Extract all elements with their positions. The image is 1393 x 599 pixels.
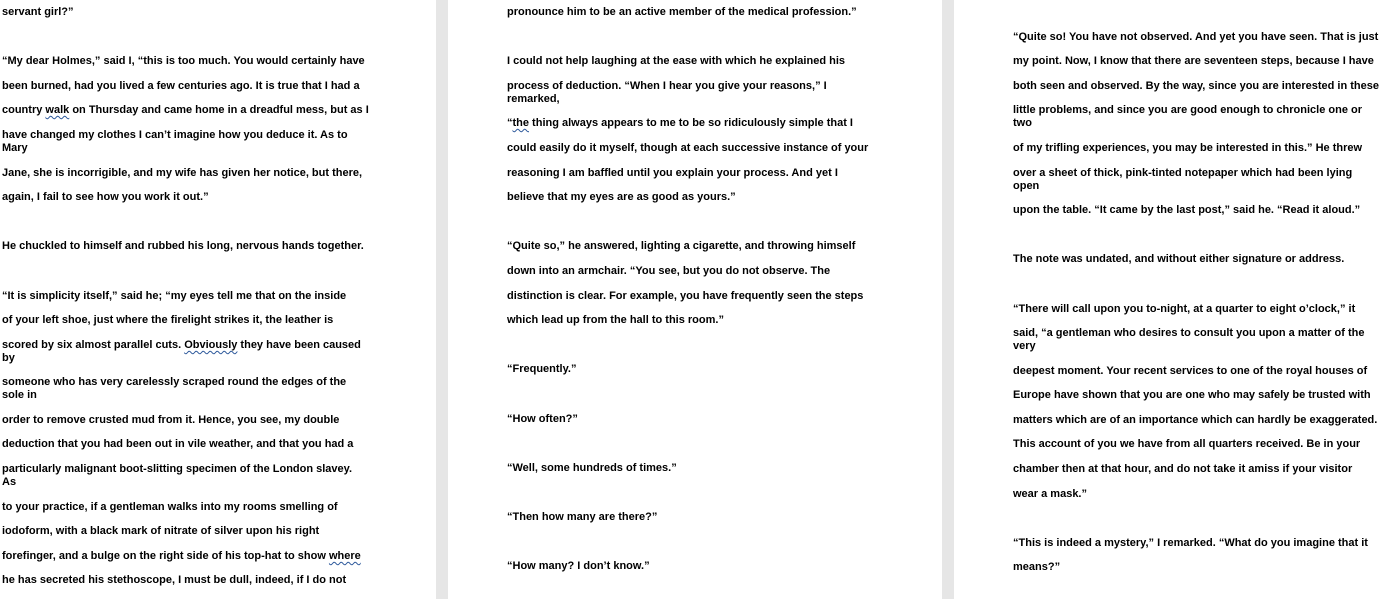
- text-line[interactable]: [0, 501, 436, 514]
- text-line[interactable]: [0, 104, 436, 117]
- text-line[interactable]: [448, 413, 942, 426]
- text-run: remarked,: [507, 93, 560, 105]
- text-run: again, I fail to see how you work it out.”: [2, 191, 209, 203]
- text-run: distinction is clear. For example, you have frequently seen the steps: [507, 290, 864, 302]
- text-run: open: [1013, 180, 1040, 192]
- text-run: scored by six almost parallel cuts.: [2, 339, 185, 351]
- text-line[interactable]: [0, 414, 436, 427]
- text-run: could easily do it myself, though at each successive instance of your: [507, 142, 869, 154]
- text-line[interactable]: [448, 117, 942, 130]
- text-line[interactable]: [0, 389, 436, 402]
- text-line[interactable]: [954, 340, 1393, 353]
- text-line[interactable]: [954, 488, 1393, 501]
- text-run: country: [2, 104, 46, 116]
- text-line[interactable]: [954, 253, 1393, 266]
- text-run: chamber then at that hour, and do not take it amiss if your visitor: [1013, 463, 1353, 475]
- text-run: said, “a gentleman who desires to consult you upon a matter of the: [1013, 327, 1365, 339]
- text-run: been burned, had you lived a few centuries ago. It is true that I had a: [2, 80, 360, 92]
- text-run: thing always appears to me to be so ridiculously simple that I: [529, 117, 853, 129]
- text-line[interactable]: [0, 525, 436, 538]
- text-line[interactable]: [0, 438, 436, 451]
- text-run: by: [2, 352, 15, 364]
- text-run: which lead up from the hall to this room.”: [507, 314, 724, 326]
- text-run: He chuckled to himself and rubbed his long, nervous hands together.: [2, 240, 364, 252]
- text-line[interactable]: [954, 55, 1393, 68]
- text-line[interactable]: [954, 561, 1393, 574]
- text-run: of my trifling experiences, you may be interested in this.” He threw: [1013, 142, 1363, 154]
- text-run: upon the table. “It came by the last post,” said he. “Read it aloud.”: [1013, 204, 1361, 216]
- text-line[interactable]: [954, 80, 1393, 93]
- text-run: he has secreted his stethoscope, I must be dull, indeed, if I do not: [2, 574, 347, 586]
- spelling-flagged-word[interactable]: where: [328, 550, 361, 562]
- text-run: “Frequently.”: [507, 363, 577, 375]
- text-run: wear a mask.”: [1013, 488, 1087, 500]
- text-line[interactable]: [0, 142, 436, 155]
- text-line[interactable]: [448, 240, 942, 253]
- text-line[interactable]: [0, 129, 436, 142]
- document-page-3[interactable]: [954, 0, 1393, 599]
- text-line[interactable]: [0, 167, 436, 180]
- text-line[interactable]: [954, 365, 1393, 378]
- text-line[interactable]: [448, 191, 942, 204]
- text-run: “Quite so,” he answered, lighting a cigarette, and throwing himself: [507, 240, 856, 252]
- text-line[interactable]: [0, 290, 436, 303]
- text-line[interactable]: [954, 327, 1393, 340]
- text-run: “How often?”: [507, 413, 578, 425]
- text-run: iodoform, with a black mark of nitrate of silver upon his right: [2, 525, 320, 537]
- text-line[interactable]: [954, 438, 1393, 451]
- text-line[interactable]: [954, 167, 1393, 180]
- text-run: “Quite so! You have not observed. And yet you have seen. That is just: [1013, 31, 1379, 43]
- text-line[interactable]: [448, 560, 942, 573]
- text-line[interactable]: [0, 240, 436, 253]
- spelling-flagged-word[interactable]: walk: [45, 104, 70, 116]
- text-line[interactable]: [448, 55, 942, 68]
- text-run: to your practice, if a gentleman walks into my rooms smelling of: [2, 501, 338, 513]
- text-line[interactable]: [0, 463, 436, 476]
- text-line[interactable]: [448, 314, 942, 327]
- text-line[interactable]: [448, 363, 942, 376]
- text-run: means?”: [1013, 561, 1061, 573]
- text-run: process of deduction. “When I hear you give your reasons,” I: [507, 80, 827, 92]
- text-line[interactable]: [954, 117, 1393, 130]
- text-run: on Thursday and came home in a dreadful mess, but as I: [69, 104, 369, 116]
- text-run: “Then how many are there?”: [507, 511, 658, 523]
- text-run: over a sheet of thick, pink-tinted notepaper which had been lying: [1013, 167, 1353, 179]
- text-run: Mary: [2, 142, 28, 154]
- text-run: “This is indeed a mystery,” I remarked. “What do you imagine that it: [1013, 537, 1368, 549]
- text-run: of your left shoe, just where the firelight strikes it, the leather is: [2, 314, 334, 326]
- text-line[interactable]: [0, 339, 436, 352]
- text-line[interactable]: [954, 537, 1393, 550]
- text-run: forefinger, and a bulge on the right side of his top-hat to show: [2, 550, 329, 562]
- text-run: both seen and observed. By the way, since you are interested in these: [1013, 80, 1379, 92]
- text-line[interactable]: [0, 55, 436, 68]
- text-line[interactable]: [448, 265, 942, 278]
- text-line[interactable]: [954, 389, 1393, 402]
- text-line[interactable]: [448, 142, 942, 155]
- text-run: particularly malignant boot-slitting specimen of the London slavey.: [2, 463, 353, 475]
- text-line[interactable]: [954, 204, 1393, 217]
- text-run: sole in: [2, 389, 37, 401]
- text-run: my point. Now, I know that there are seventeen steps, because I have: [1013, 55, 1374, 67]
- text-line[interactable]: [0, 574, 436, 587]
- spelling-flagged-word[interactable]: Obviously: [184, 339, 238, 351]
- text-run: order to remove crusted mud from it. Hence, you see, my double: [2, 414, 340, 426]
- text-line[interactable]: [954, 414, 1393, 427]
- text-run: matters which are of an importance which can hardly be exaggerated.: [1013, 414, 1378, 426]
- text-line[interactable]: [954, 31, 1393, 44]
- text-run: I could not help laughing at the ease with which he explained his: [507, 55, 845, 67]
- text-run: little problems, and since you are good enough to chronicle one or: [1013, 104, 1362, 116]
- text-run: “How many? I don’t know.”: [507, 560, 650, 572]
- text-run: The note was undated, and without either signature or address.: [1013, 253, 1345, 265]
- text-run: they have been caused: [237, 339, 361, 351]
- text-line[interactable]: [448, 80, 942, 93]
- text-line[interactable]: [0, 376, 436, 389]
- text-run: have changed my clothes I can’t imagine how you deduce it. As to: [2, 129, 348, 141]
- text-run: two: [1013, 117, 1032, 129]
- text-run: “My dear Holmes,” said I, “this is too much. You would certainly have: [2, 55, 365, 67]
- text-run: “There will call upon you to-night, at a quarter to eight o’clock,” it: [1013, 303, 1356, 315]
- text-run: Jane, she is incorrigible, and my wife has given her notice, but there,: [2, 167, 363, 179]
- text-line[interactable]: [448, 167, 942, 180]
- text-line[interactable]: [954, 180, 1393, 193]
- document-page-1[interactable]: [0, 0, 436, 599]
- text-line[interactable]: [448, 290, 942, 303]
- text-run: “Well, some hundreds of times.”: [507, 462, 677, 474]
- text-run: “It is simplicity itself,” said he; “my eyes tell me that on the inside: [2, 290, 347, 302]
- text-run: pronounce him to be an active member of the medical profession.”: [507, 6, 857, 18]
- text-line[interactable]: [0, 352, 436, 365]
- text-line[interactable]: [448, 511, 942, 524]
- text-line[interactable]: [0, 550, 436, 563]
- text-line[interactable]: [954, 463, 1393, 476]
- text-line[interactable]: [0, 476, 436, 489]
- text-line[interactable]: [954, 142, 1393, 155]
- text-run: reasoning I am baffled until you explain your process. And yet I: [507, 167, 838, 179]
- text-run: very: [1013, 340, 1036, 352]
- text-run: “: [507, 117, 513, 129]
- text-line[interactable]: [0, 314, 436, 327]
- text-run: deepest moment. Your recent services to one of the royal houses of: [1013, 365, 1368, 377]
- text-run: down into an armchair. “You see, but you do not observe. The: [507, 265, 831, 277]
- text-line[interactable]: [448, 462, 942, 475]
- text-line[interactable]: [0, 191, 436, 204]
- text-run: As: [2, 476, 17, 488]
- spelling-flagged-word[interactable]: the: [512, 117, 529, 129]
- document-page-2[interactable]: [448, 0, 942, 599]
- text-line[interactable]: [954, 104, 1393, 117]
- text-line[interactable]: [0, 80, 436, 93]
- text-line[interactable]: [448, 6, 942, 19]
- text-run: This account of you we have from all quarters received. Be in your: [1013, 438, 1361, 450]
- text-line[interactable]: [0, 6, 436, 19]
- text-run: believe that my eyes are as good as yours.”: [507, 191, 736, 203]
- text-line[interactable]: [448, 93, 942, 106]
- text-line[interactable]: [954, 303, 1393, 316]
- text-run: deduction that you had been out in vile weather, and that you had a: [2, 438, 354, 450]
- text-run: Europe have shown that you are one who may safely be trusted with: [1013, 389, 1371, 401]
- text-run: servant girl?”: [2, 6, 74, 18]
- text-run: someone who has very carelessly scraped round the edges of the: [2, 376, 347, 388]
